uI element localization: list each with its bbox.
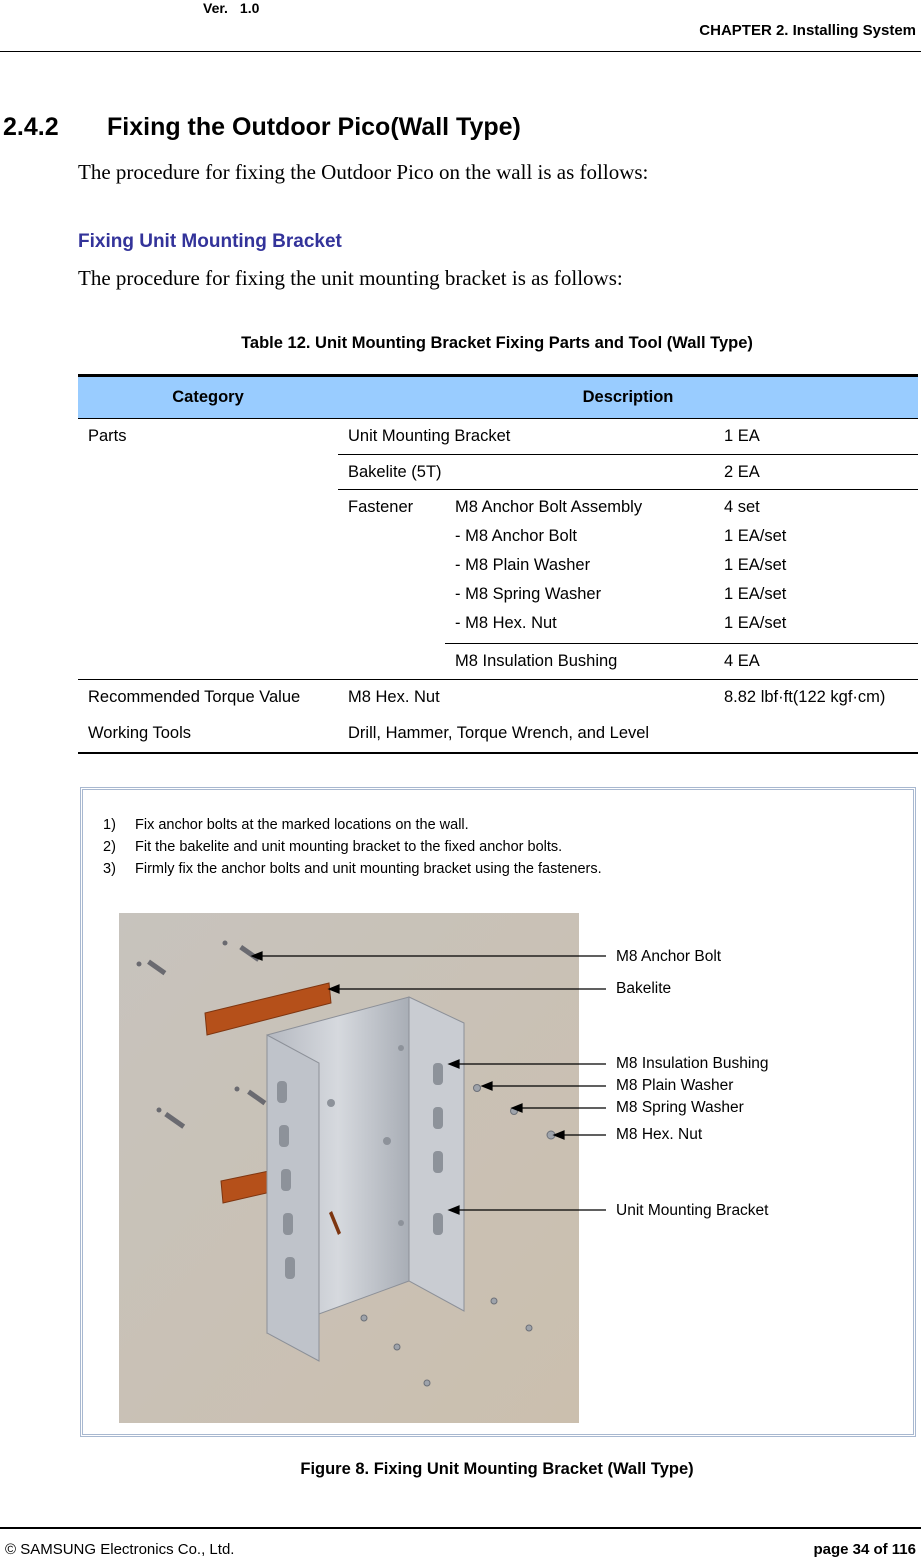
chapter-title: CHAPTER 2. Installing System xyxy=(699,22,916,39)
fastener-item: - M8 Plain Washer xyxy=(455,556,591,574)
fastener-item: - M8 Hex. Nut xyxy=(455,614,557,632)
step-item: 2) Fit the bakelite and unit mounting bracket to the fixed anchor bolts. xyxy=(103,839,563,855)
unit-bracket-qty: 1 EA xyxy=(714,419,918,455)
step-item: 3) Firmly fix the anchor bolts and unit mounting bracket using the fasteners. xyxy=(103,861,602,877)
fastener-item: - M8 Spring Washer xyxy=(455,585,602,603)
parts-table xyxy=(78,374,918,754)
tools-label: Working Tools xyxy=(78,716,338,753)
callout-unit-bracket: Unit Mounting Bracket xyxy=(616,1202,769,1219)
torque-item: M8 Hex. Nut xyxy=(338,680,714,716)
fastener-qty: 1 EA/set xyxy=(724,614,787,632)
section-heading xyxy=(3,113,521,142)
version-value: 1.0 xyxy=(239,0,260,16)
torque-label: Recommended Torque Value xyxy=(78,680,338,716)
subsection-intro: The procedure for fixing the unit mounting bracket is as follows: xyxy=(78,266,623,290)
parts-label: Parts xyxy=(88,427,127,445)
header-category: Category xyxy=(78,376,338,419)
footer-divider xyxy=(0,1527,921,1529)
section-intro: The procedure for fixing the Outdoor Pico on the wall is as follows: xyxy=(78,160,649,184)
callout-spring-washer: M8 Spring Washer xyxy=(616,1099,744,1116)
header-description: Description xyxy=(338,376,918,419)
subsection-title: Fixing Unit Mounting Bracket xyxy=(78,231,342,252)
fastener-qty: 4 set xyxy=(724,498,760,516)
callout-hex-nut: M8 Hex. Nut xyxy=(616,1126,703,1143)
fastener-qty: 1 EA/set xyxy=(724,527,787,545)
fastener-qty: 1 EA/set xyxy=(724,556,787,574)
callout-plain-washer: M8 Plain Washer xyxy=(616,1077,734,1094)
fastener-qty: 1 EA/set xyxy=(724,585,787,603)
section-title: Fixing the Outdoor Pico(Wall Type) xyxy=(107,113,521,141)
section-number: 2.4.2 xyxy=(3,113,59,141)
footer-page-number: page 34 of 116 xyxy=(813,1541,916,1558)
callout-bakelite: Bakelite xyxy=(616,980,672,997)
version-label: Ver. 1.0 xyxy=(203,0,260,16)
bushing-qty: 4 EA xyxy=(724,652,760,670)
header-divider xyxy=(0,51,921,52)
bracket-illustration xyxy=(119,913,579,1423)
bakelite-name: Bakelite (5T) xyxy=(338,455,714,490)
bakelite-qty: 2 EA xyxy=(714,455,918,490)
fastener-qtys xyxy=(714,490,918,644)
table-caption: Table 12. Unit Mounting Bracket Fixing Parts and Tool (Wall Type) xyxy=(241,334,753,352)
tools-value: Drill, Hammer, Torque Wrench, and Level xyxy=(338,716,918,753)
figure-caption: Figure 8. Fixing Unit Mounting Bracket (Wall Type) xyxy=(300,1460,694,1478)
bushing-name: M8 Insulation Bushing xyxy=(455,652,618,670)
fastener-label: Fastener xyxy=(348,498,414,516)
callout-insulation-bushing: M8 Insulation Bushing xyxy=(616,1055,769,1072)
step-item: 1) Fix anchor bolts at the marked locations on the wall. xyxy=(103,817,469,833)
callout-anchor-bolt: M8 Anchor Bolt xyxy=(616,948,722,965)
footer-copyright: © SAMSUNG Electronics Co., Ltd. xyxy=(5,1541,235,1558)
fastener-items xyxy=(445,490,714,644)
torque-value: 8.82 lbf·ft(122 kgf·cm) xyxy=(714,680,918,716)
unit-bracket-name: Unit Mounting Bracket xyxy=(338,419,714,455)
figure-steps xyxy=(103,817,602,883)
fastener-item: M8 Anchor Bolt Assembly xyxy=(455,498,643,516)
fastener-item: - M8 Anchor Bolt xyxy=(455,527,577,545)
